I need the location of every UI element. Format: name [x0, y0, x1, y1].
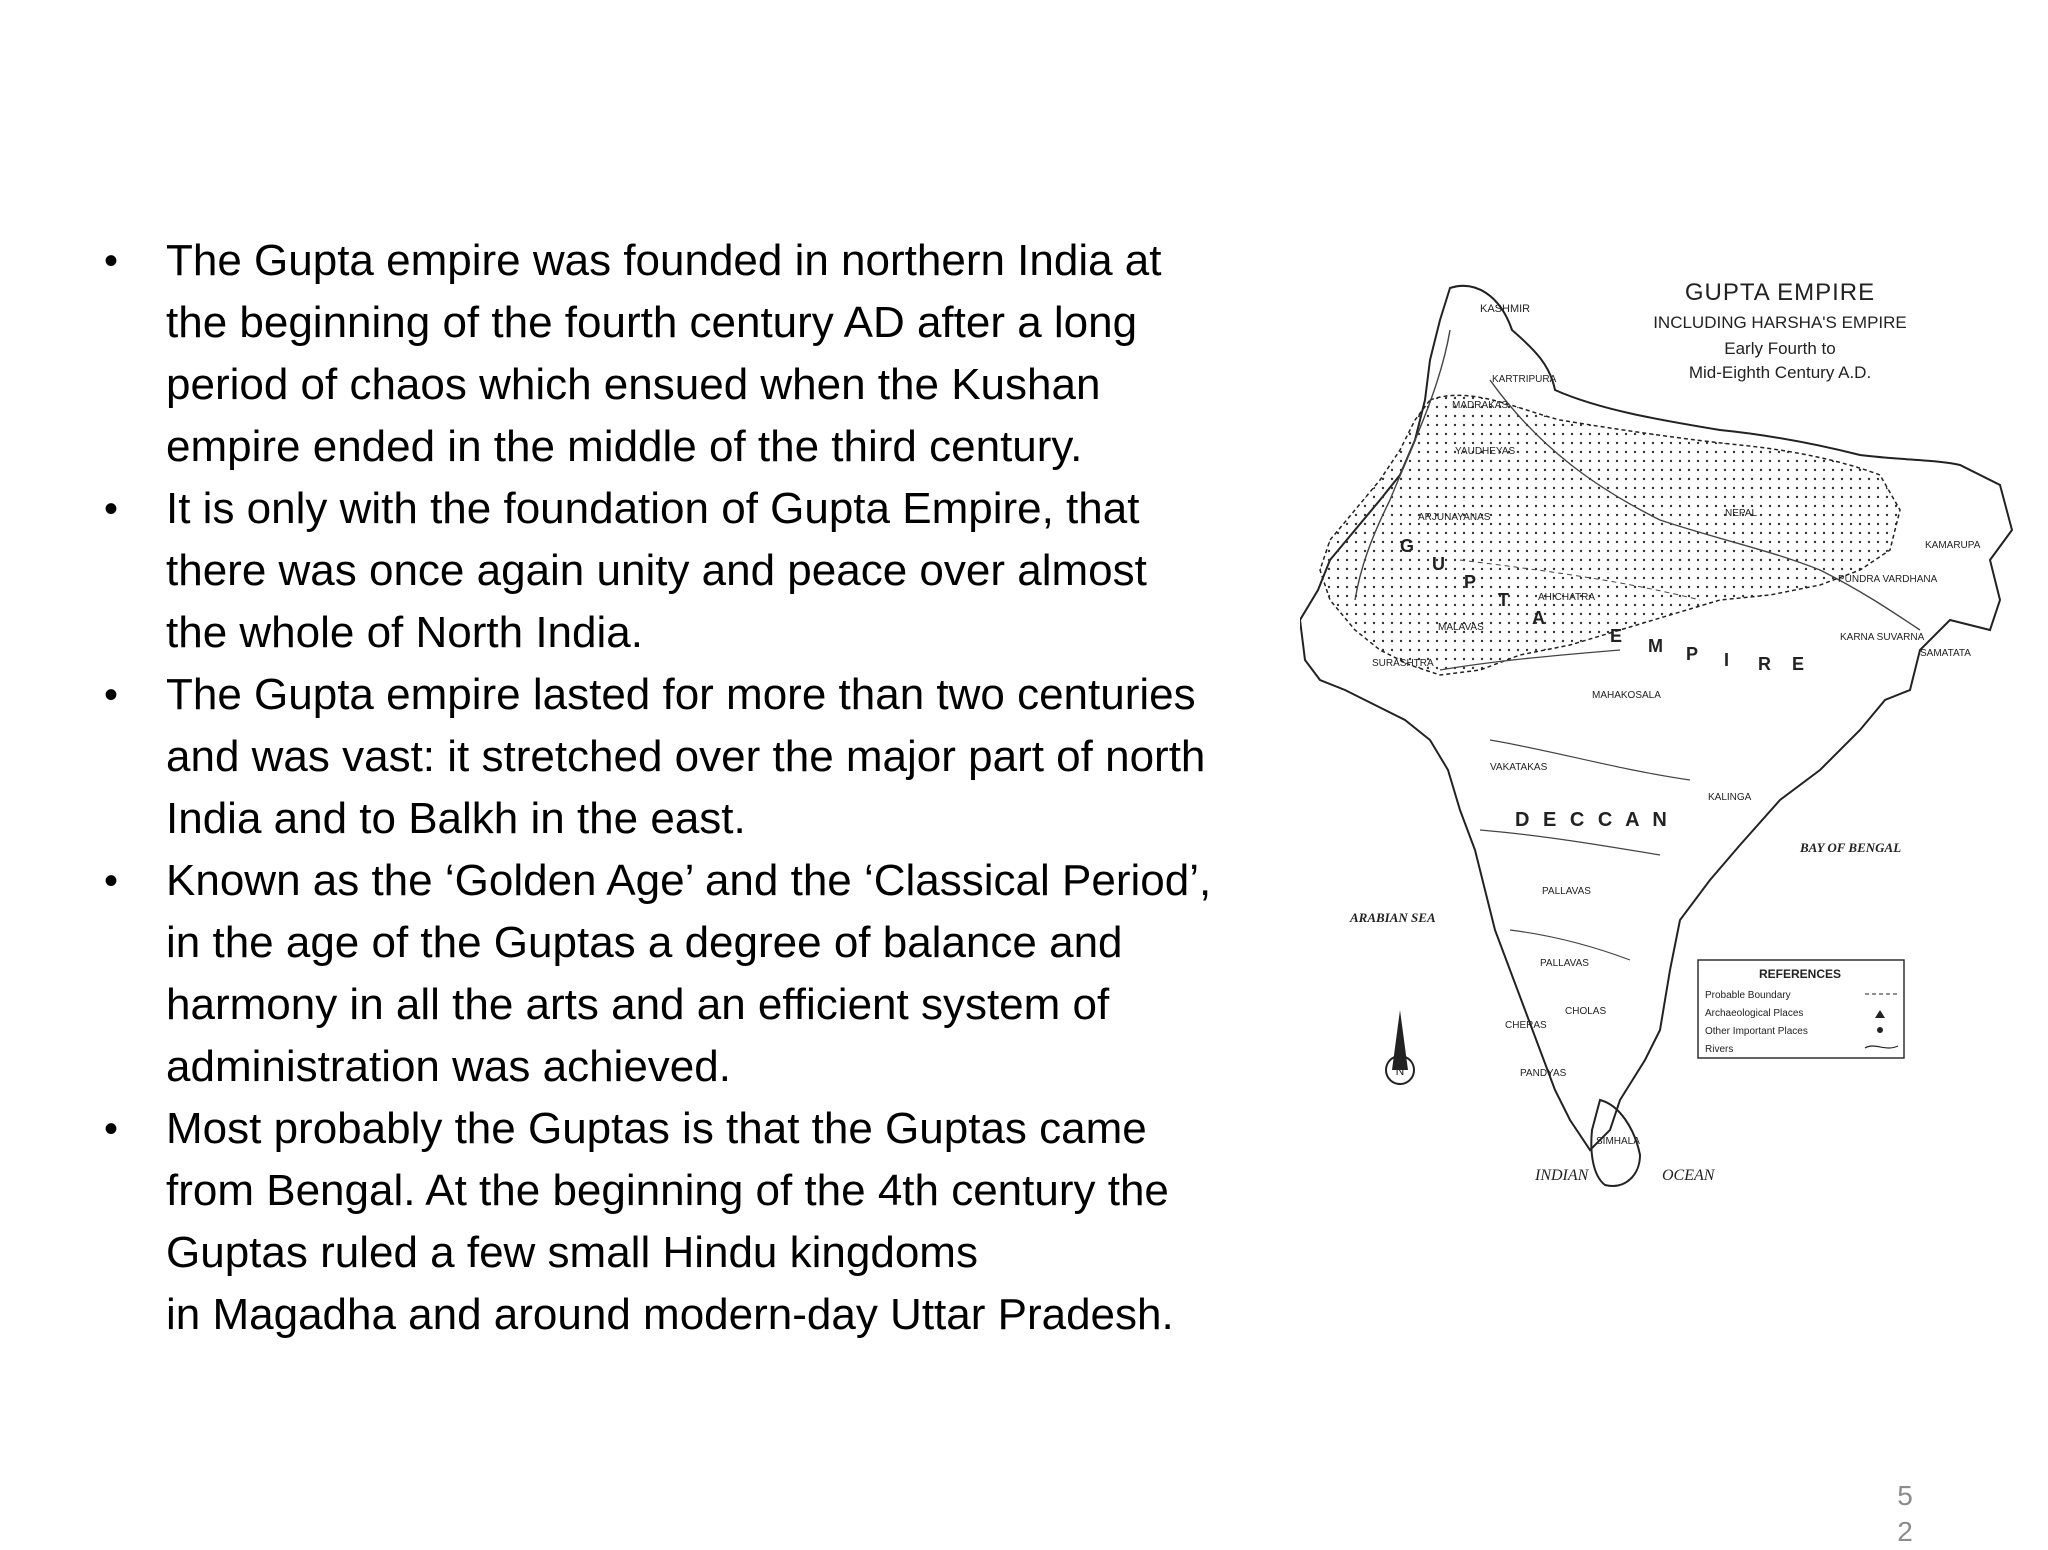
region-label: MADRAKAS	[1452, 400, 1509, 411]
bullet-line: The Gupta empire was founded in northern India at	[166, 236, 1162, 285]
bullet-marker: •	[104, 239, 119, 283]
legend-item: Other Important Places	[1705, 1026, 1808, 1037]
region-label: PALLAVAS	[1542, 886, 1591, 897]
sea-label-indian: INDIAN	[1535, 1167, 1589, 1184]
map-title: GUPTA EMPIRE	[1684, 279, 1876, 306]
bullet-line: in the age of the Guptas a degree of balance and	[166, 918, 1123, 967]
bullet-item	[100, 230, 1330, 478]
bullet-marker: •	[104, 1107, 119, 1151]
region-label: KARTRIPURA	[1492, 374, 1557, 385]
region-label: PUNDRA VARDHANA	[1838, 574, 1938, 585]
bullet-line: Known as the ‘Golden Age’ and the ‘Classical Period’,	[166, 856, 1212, 905]
territory-letter: A	[1532, 608, 1545, 628]
india-coastline	[1300, 286, 2012, 1150]
bullet-line: from Bengal. At the beginning of the 4th century the	[166, 1166, 1169, 1215]
territory-letter: U	[1432, 554, 1445, 574]
territory-letter: P	[1686, 644, 1699, 664]
map-period-line2: Mid-Eighth Century A.D.	[1688, 363, 1872, 382]
bullet-line: Most probably the Guptas is that the Guptas came	[166, 1104, 1147, 1153]
bullet-item	[100, 1098, 1330, 1346]
bullet-line: Guptas ruled a few small Hindu kingdoms	[166, 1228, 978, 1277]
territory-letter: I	[1724, 650, 1730, 670]
bullet-item	[100, 478, 1330, 664]
bullet-line: India and to Balkh in the east.	[166, 794, 746, 843]
region-label: CHERAS	[1505, 1020, 1547, 1031]
north-arrow-label: N	[1395, 1064, 1405, 1078]
region-label: NEPAL	[1725, 508, 1758, 519]
bullet-line: empire ended in the middle of the third century.	[166, 422, 1083, 471]
territory-letter: T	[1498, 590, 1509, 610]
region-label: AHICHATRA	[1538, 592, 1596, 603]
bullet-item	[100, 664, 1330, 850]
region-label: KASHMIR	[1480, 303, 1531, 315]
bullet-line: The Gupta empire lasted for more than two centuries	[166, 670, 1196, 719]
territory-letter: M	[1648, 636, 1663, 656]
legend-title: REFERENCES	[1758, 967, 1842, 981]
region-label: KALINGA	[1708, 792, 1752, 803]
bullet-line: administration was achieved.	[166, 1042, 731, 1091]
map-subtitle: INCLUDING HARSHA'S EMPIRE	[1653, 313, 1907, 332]
slide-number-digit: 5	[1897, 1480, 1913, 1511]
region-label: SAMATATA	[1920, 648, 1971, 659]
gupta-empire-map	[1300, 270, 2020, 1210]
territory-letter: G	[1400, 536, 1415, 556]
bullet-marker: •	[104, 859, 119, 903]
map-drawing	[1300, 270, 2020, 1210]
territory-letter: R	[1758, 654, 1771, 674]
region-label: PALLAVAS	[1540, 958, 1589, 969]
river-krishna	[1480, 830, 1660, 855]
region-label: MALAVAS	[1438, 622, 1484, 633]
bullet-line: harmony in all the arts and an efficient system of	[166, 980, 1110, 1029]
legend-item: Archaeological Places	[1705, 1008, 1804, 1019]
legend-item: Probable Boundary	[1705, 990, 1791, 1001]
sea-label-ocean: OCEAN	[1662, 1167, 1715, 1184]
territory-letter: E	[1792, 654, 1805, 674]
region-label: PANDYAS	[1520, 1068, 1567, 1079]
bullet-marker: •	[104, 487, 119, 531]
region-label: CHOLAS	[1565, 1006, 1607, 1017]
bullet-line: in Magadha and around modern-day Uttar Pradesh.	[166, 1290, 1174, 1339]
bullet-line: period of chaos which ensued when the Kushan	[166, 360, 1101, 409]
region-label: SIMHALA	[1596, 1136, 1640, 1147]
region-label: YAUDHEYAS	[1455, 446, 1516, 457]
river-kaveri	[1510, 930, 1630, 960]
region-label: KAMARUPA	[1925, 540, 1981, 551]
map-legend	[1698, 960, 1904, 1058]
territory-letter: E	[1610, 626, 1623, 646]
region-label: ARJUNAYANAS	[1418, 512, 1491, 523]
bullet-line: the beginning of the fourth century AD after a long	[166, 298, 1138, 347]
sea-label-bengal: BAY OF BENGAL	[1800, 840, 1902, 855]
sea-label-arabian: ARABIAN SEA	[1350, 910, 1436, 925]
region-label: SURASHTRA	[1372, 658, 1434, 669]
bullet-marker: •	[104, 673, 119, 717]
region-label: KARNA SUVARNA	[1840, 632, 1925, 643]
region-label: D E C C A N	[1515, 809, 1671, 831]
bullet-line: the whole of North India.	[166, 608, 643, 657]
bullet-line: there was once again unity and peace over almost	[166, 546, 1147, 595]
slide-number-digit: 2	[1897, 1516, 1913, 1547]
region-label: MAHAKOSALA	[1592, 690, 1661, 701]
bullet-line: and was vast: it stretched over the major part of north	[166, 732, 1206, 781]
map-period-line1: Early Fourth to	[1724, 339, 1836, 358]
region-label: VAKATAKAS	[1490, 762, 1548, 773]
legend-item: Rivers	[1705, 1044, 1734, 1055]
bullet-item	[100, 850, 1330, 1098]
river-godavari	[1490, 740, 1690, 780]
territory-letter: P	[1464, 572, 1477, 592]
bullet-line: It is only with the foundation of Gupta Empire, that	[166, 484, 1140, 533]
slide-number	[1890, 1478, 1920, 1550]
north-arrow-icon	[1386, 1010, 1414, 1084]
bullet-list	[100, 230, 1330, 1346]
